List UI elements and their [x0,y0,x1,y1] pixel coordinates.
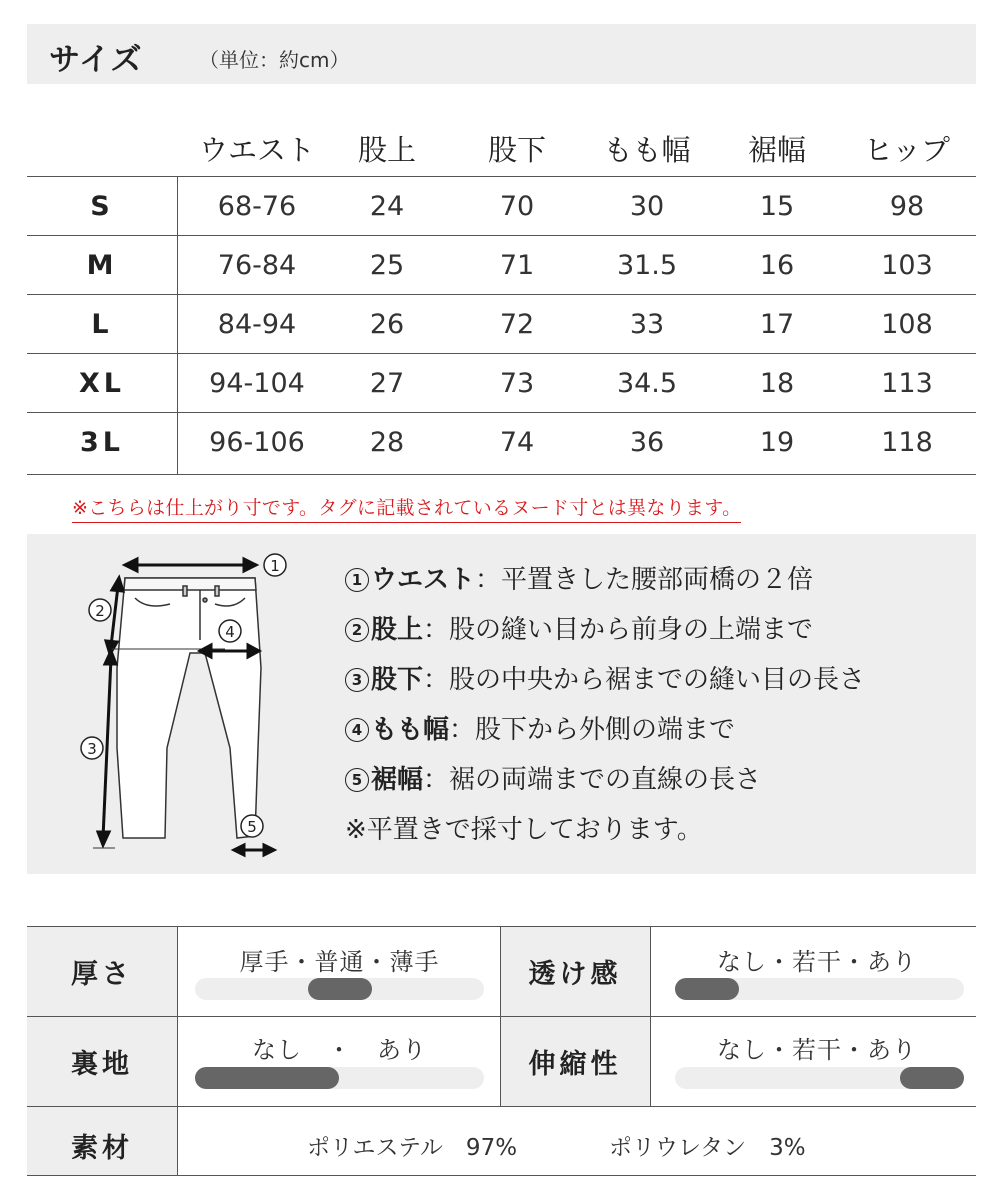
thickness-track [195,978,484,1000]
cell-waist: 96-106 [209,427,305,458]
desc-text: ：股下から外側の端まで [449,715,736,745]
desc-text: ：平置きした腰部両橋の２倍 [475,565,814,595]
desc-term: 裾幅 [371,765,424,795]
cell-inseam: 70 [499,191,535,222]
cell-rise: 26 [369,309,405,340]
table-row [27,176,976,236]
cell-hem: 19 [759,427,795,458]
pants-outline-icon [117,578,261,838]
row-divider [27,926,976,927]
col-thigh: もも幅 [603,133,691,167]
desc-footnote: ※平置きで採寸しております。 [345,815,703,845]
desc-rise [345,610,865,660]
table-row [27,353,976,413]
cell-thigh: 31.5 [616,250,678,281]
size-header [27,24,976,84]
marker-4 [219,620,241,642]
measurement-diagram-panel [27,534,976,874]
cell-thigh: 34.5 [616,368,678,399]
fabric-composition-2: ポリウレタン 3% [609,1135,806,1161]
marker-1 [264,554,286,576]
column-divider [177,926,178,1176]
svg-text:3: 3 [87,740,97,758]
size-label: XL [78,368,126,399]
cell-hem: 17 [759,309,795,340]
thickness-scale: 厚手・普通・薄手 [239,948,440,976]
row-divider [27,1175,976,1176]
row-divider [27,1016,976,1017]
svg-text:2: 2 [95,602,105,620]
cell-hem: 18 [759,368,795,399]
desc-hem [345,760,865,810]
marker-2 [89,599,111,621]
circled-number: 5 [345,768,369,792]
cell-waist: 84-94 [217,309,297,340]
cell-rise: 27 [369,368,405,399]
desc-text: ：股の中央から裾までの縫い目の長さ [423,665,866,695]
cell-hip: 113 [881,368,933,399]
lining-track [195,1067,484,1089]
material-table [27,926,976,1176]
sheer-scale: なし・若干・あり [717,948,917,976]
svg-text:5: 5 [247,818,257,836]
hem-arrow-icon [234,845,274,855]
fabric-composition-1: ポリエステル 97% [307,1135,518,1161]
desc-text: ：裾の両端までの直線の長さ [423,765,762,795]
size-title: サイズ [49,42,143,78]
cell-inseam: 72 [499,309,535,340]
desc-term: 股下 [371,665,424,695]
cell-hip: 108 [881,309,933,340]
cell-rise: 24 [369,191,405,222]
desc-thigh [345,710,865,760]
desc-term: もも幅 [371,715,450,745]
desc-term: ウエスト [371,565,476,595]
svg-text:4: 4 [225,623,235,641]
cell-hem: 15 [759,191,795,222]
fabric-label: 素材 [71,1133,133,1164]
cell-thigh: 33 [629,309,665,340]
cell-hip: 103 [881,250,933,281]
cell-waist: 94-104 [209,368,305,399]
marker-3 [81,737,103,759]
cell-inseam: 73 [499,368,535,399]
waist-arrow-icon [125,559,256,571]
marker-5 [241,815,263,837]
row-divider [27,1106,976,1107]
table-divider [177,176,178,475]
desc-inseam [345,660,865,710]
cell-rise: 25 [369,250,405,281]
cell-hip: 118 [881,427,933,458]
col-rise: 股上 [357,133,416,167]
measurement-descriptions [345,560,865,860]
svg-text:1: 1 [270,557,280,575]
cell-thigh: 36 [629,427,665,458]
stretch-scale: なし・若干・あり [717,1036,917,1064]
sheer-level [675,978,739,1000]
size-unit: （単位：約cm） [199,48,350,72]
cell-hip: 98 [889,191,925,222]
cell-waist: 76-84 [217,250,297,281]
stretch-level [900,1067,964,1089]
sheer-track [675,978,964,1000]
circled-number: 4 [345,718,369,742]
lining-label: 裏地 [71,1049,133,1080]
stretch-track [675,1067,964,1089]
lining-level [195,1067,339,1089]
table-row [27,235,976,295]
cell-hem: 16 [759,250,795,281]
circled-number: 1 [345,568,369,592]
table-bottom-border [27,474,976,475]
measurement-note: ※こちらは仕上がり寸です。タグに記載されているヌード寸とは異なります。 [72,493,741,523]
size-label: S [90,191,114,222]
cell-inseam: 74 [499,427,535,458]
column-divider [650,926,651,1107]
col-inseam: 股下 [487,133,546,167]
desc-term: 股上 [371,615,424,645]
table-row [27,412,976,472]
desc-waist [345,560,865,610]
size-label: 3L [80,427,124,458]
col-hem: 裾幅 [747,133,806,167]
size-table-header [27,118,976,176]
size-label: M [86,250,118,281]
sheer-label: 透け感 [528,959,622,990]
stretch-label: 伸縮性 [528,1049,622,1080]
col-waist: ウエスト [198,133,315,167]
size-label: L [91,309,113,340]
pants-diagram [75,548,325,868]
cell-rise: 28 [369,427,405,458]
circled-number: 2 [345,618,369,642]
lining-scale: なし ・ あり [252,1036,427,1064]
cell-thigh: 30 [629,191,665,222]
thickness-label: 厚さ [71,959,133,990]
table-row [27,294,976,354]
thickness-level [308,978,372,1000]
desc-text: ：股の縫い目から前身の上端まで [423,615,814,645]
col-hip: ヒップ [863,133,951,167]
circled-number: 3 [345,668,369,692]
cell-waist: 68-76 [217,191,297,222]
cell-inseam: 71 [499,250,535,281]
